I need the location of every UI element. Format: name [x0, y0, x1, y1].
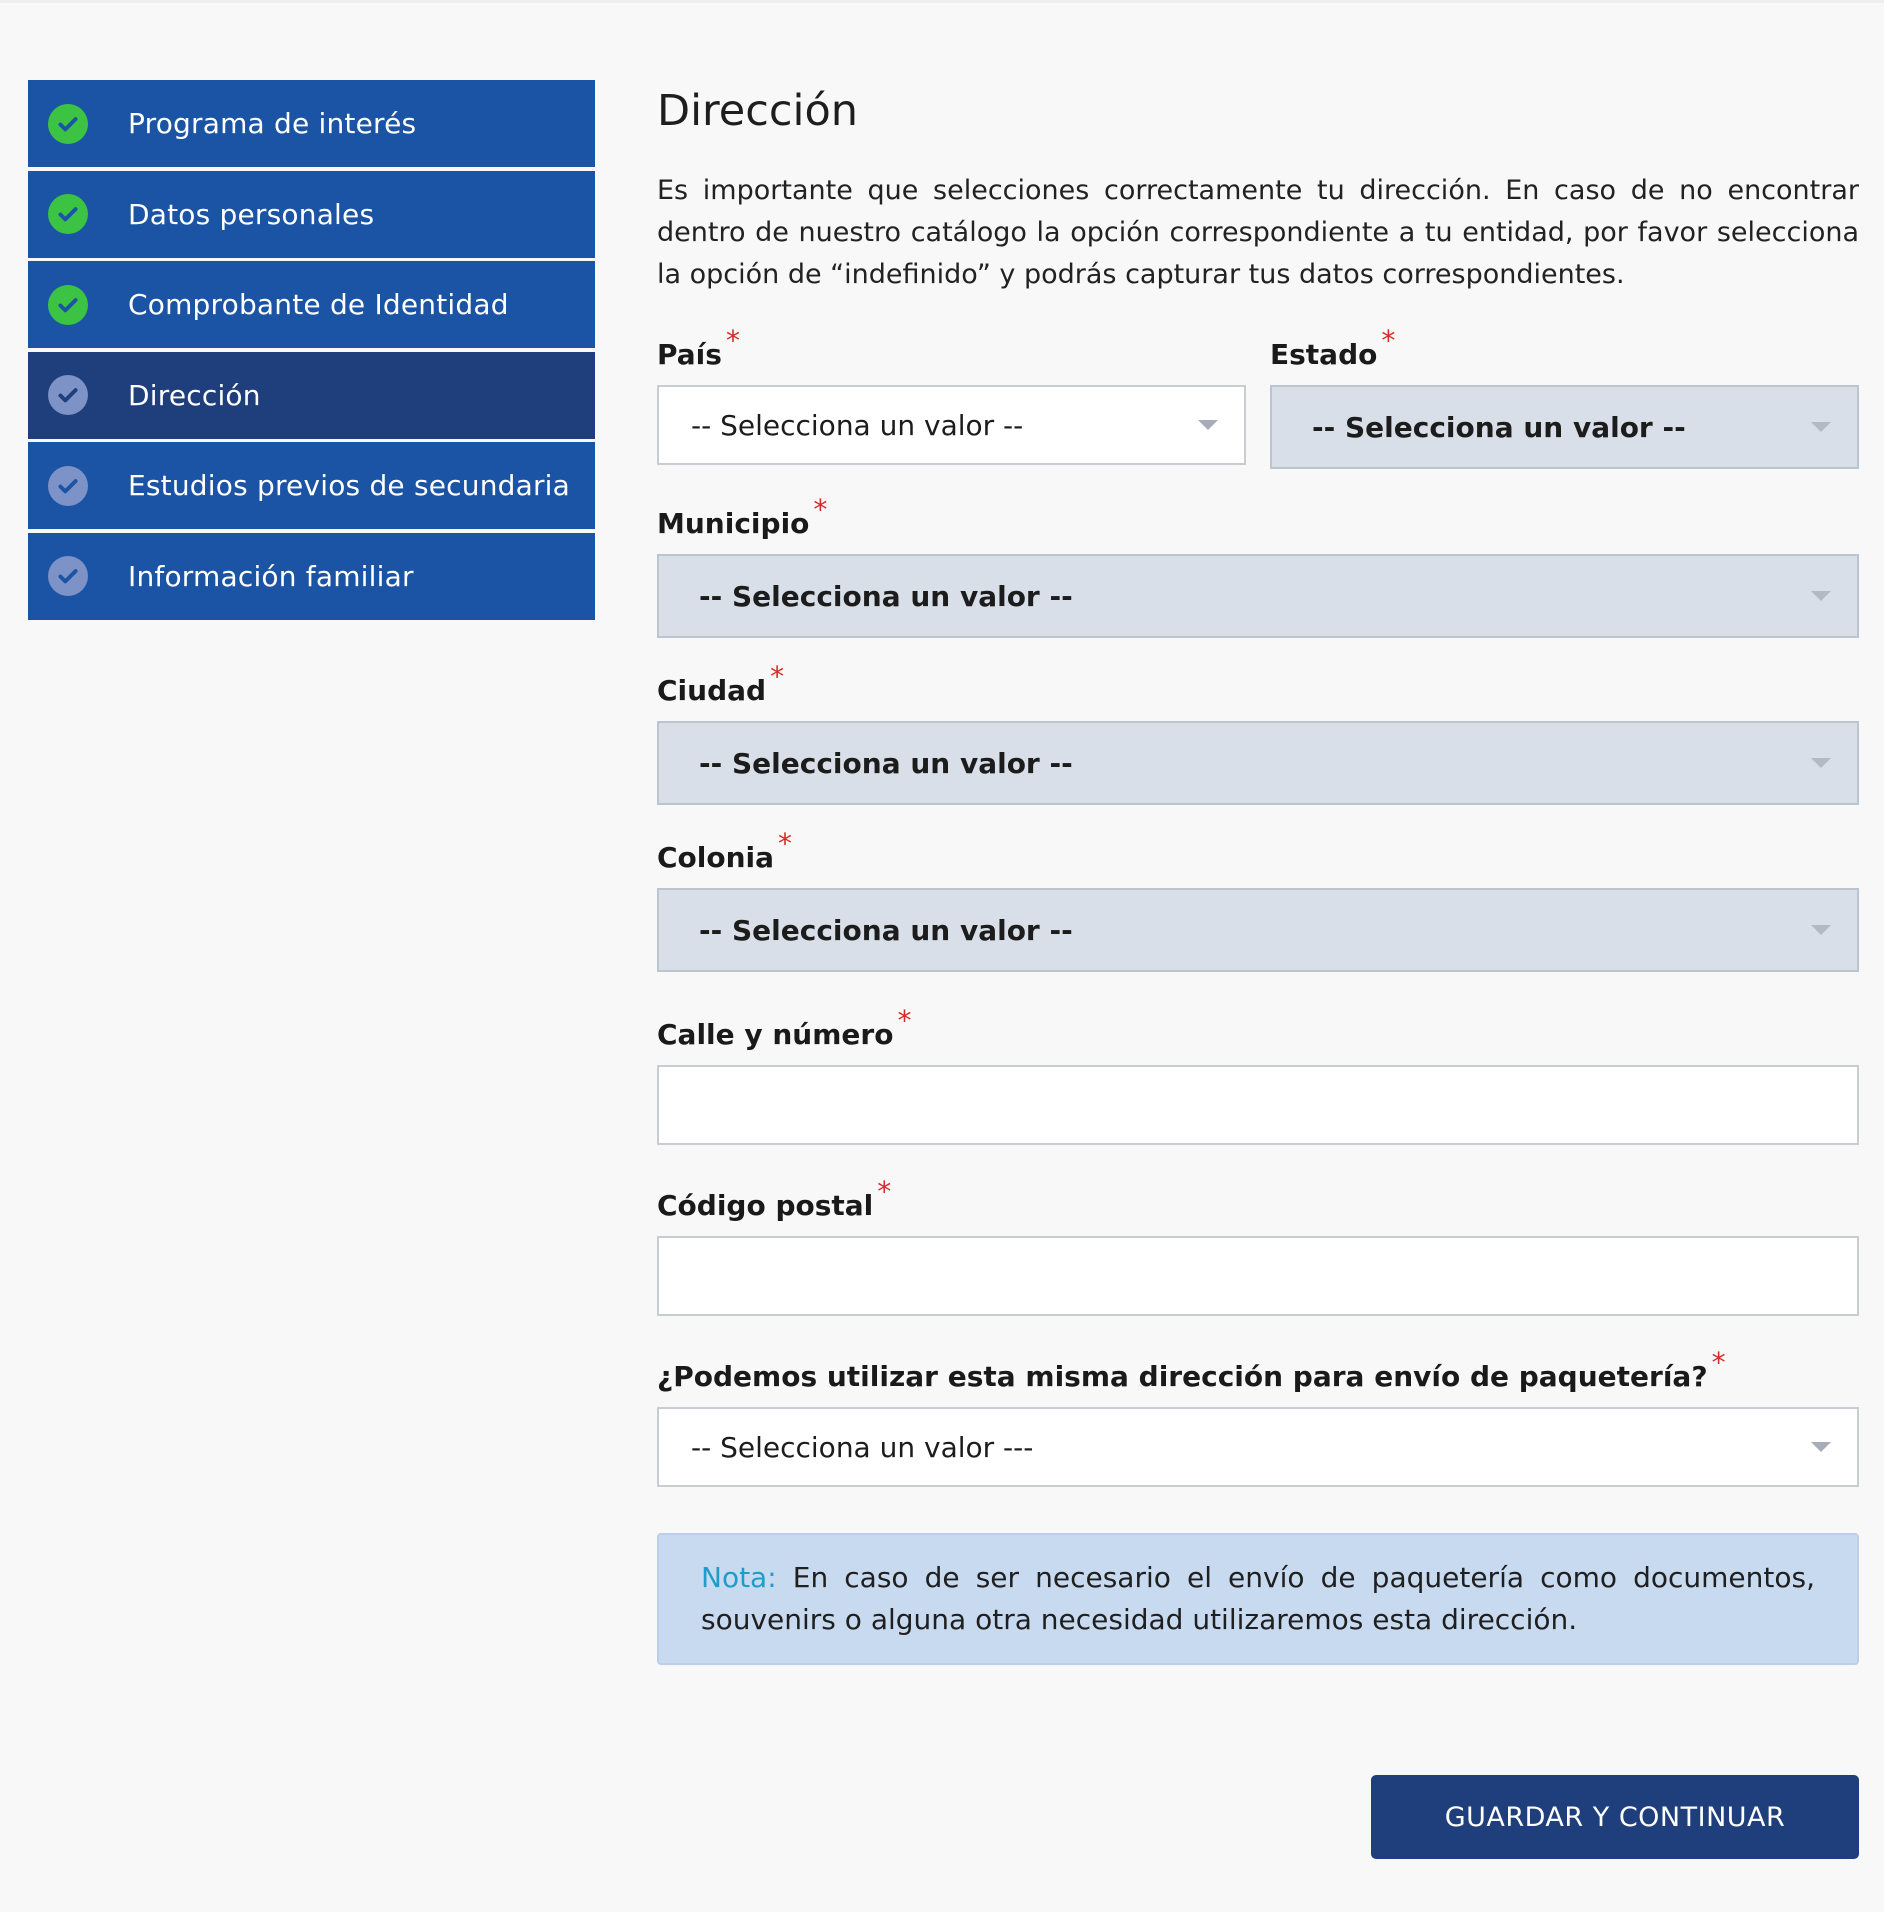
ciudad-select[interactable] — [657, 721, 1859, 805]
paqueteria-select[interactable] — [657, 1407, 1859, 1487]
estado-label: Estado — [1270, 338, 1378, 371]
sidebar-step-direccion[interactable] — [28, 352, 595, 439]
sidebar-step-label: Estudios previos de secundaria — [128, 469, 571, 502]
paqueteria-label: ¿Podemos utilizar esta misma dirección para envío de paquetería? — [657, 1360, 1708, 1393]
municipio-label: Municipio — [657, 507, 810, 540]
estado-select[interactable] — [1270, 385, 1859, 469]
codigo-postal-input[interactable] — [657, 1236, 1859, 1316]
colonia-select[interactable] — [657, 888, 1859, 972]
paqueteria-select-value: -- Selecciona un valor --- — [691, 1430, 1034, 1464]
chevron-down-icon — [1811, 925, 1831, 935]
colonia-label: Colonia — [657, 841, 775, 874]
codigo-postal-label: Código postal — [657, 1189, 874, 1222]
intro-text: Es importante que selecciones correctamente tu dirección. En caso de no encontrar dentro de nuestro catálogo la opción correspondiente a tu entidad, por favor selecciona la opción de “indefinido” y podrás capturar tus datos correspondientes. — [657, 175, 1859, 290]
note-title: Nota: — [701, 1561, 777, 1594]
sidebar-step-label: Comprobante de Identidad — [128, 288, 509, 321]
sidebar-step-datos-personales[interactable] — [28, 171, 595, 258]
note-text: En caso de ser necesario el envío de paquetería como documentos, souvenirs o alguna otra necesidad utilizaremos esta dirección. — [701, 1561, 1815, 1636]
steps-sidebar — [28, 80, 595, 623]
ciudad-label: Ciudad — [657, 674, 767, 707]
ciudad-select-value: -- Selecciona un valor -- — [699, 746, 1073, 780]
check-circle-icon — [48, 375, 88, 415]
top-divider — [0, 0, 1884, 3]
required-asterisk: * — [778, 827, 793, 860]
colonia-select-value: -- Selecciona un valor -- — [699, 913, 1073, 947]
address-form — [657, 80, 1859, 1833]
estado-select-value: -- Selecciona un valor -- — [1312, 410, 1686, 444]
sidebar-step-informacion-familiar[interactable] — [28, 533, 595, 620]
note-box — [657, 1533, 1859, 1665]
required-asterisk: * — [725, 324, 740, 357]
sidebar-step-label: Dirección — [128, 378, 261, 412]
check-circle-icon — [48, 285, 88, 325]
chevron-down-icon — [1198, 420, 1218, 430]
sidebar-step-comprobante[interactable] — [28, 261, 595, 348]
required-asterisk: * — [1711, 1346, 1726, 1379]
sidebar-step-label: Datos personales — [128, 197, 375, 231]
chevron-down-icon — [1811, 1442, 1831, 1452]
check-circle-icon — [48, 104, 88, 144]
required-asterisk: * — [770, 660, 785, 693]
sidebar-step-label: Información familiar — [128, 559, 414, 593]
calle-input[interactable] — [657, 1065, 1859, 1145]
required-asterisk: * — [897, 1004, 912, 1037]
pais-label: País — [657, 338, 722, 371]
check-circle-icon — [48, 556, 88, 596]
page-title: Dirección — [657, 86, 859, 136]
required-asterisk: * — [813, 493, 828, 526]
check-circle-icon — [48, 194, 88, 234]
pais-select[interactable] — [657, 385, 1246, 465]
pais-select-value: -- Selecciona un valor -- — [691, 408, 1024, 442]
sidebar-step-programa[interactable] — [28, 80, 595, 167]
calle-label: Calle y número — [657, 1018, 894, 1051]
required-asterisk: * — [1381, 324, 1396, 357]
sidebar-step-label: Programa de interés — [128, 107, 417, 140]
chevron-down-icon — [1811, 758, 1831, 768]
check-circle-icon — [48, 466, 88, 506]
municipio-select[interactable] — [657, 554, 1859, 638]
required-asterisk: * — [877, 1175, 892, 1208]
chevron-down-icon — [1811, 591, 1831, 601]
chevron-down-icon — [1811, 422, 1831, 432]
sidebar-step-estudios-previos[interactable] — [28, 442, 595, 529]
municipio-select-value: -- Selecciona un valor -- — [699, 579, 1073, 613]
save-continue-button[interactable]: GUARDAR Y CONTINUAR — [1371, 1775, 1859, 1859]
